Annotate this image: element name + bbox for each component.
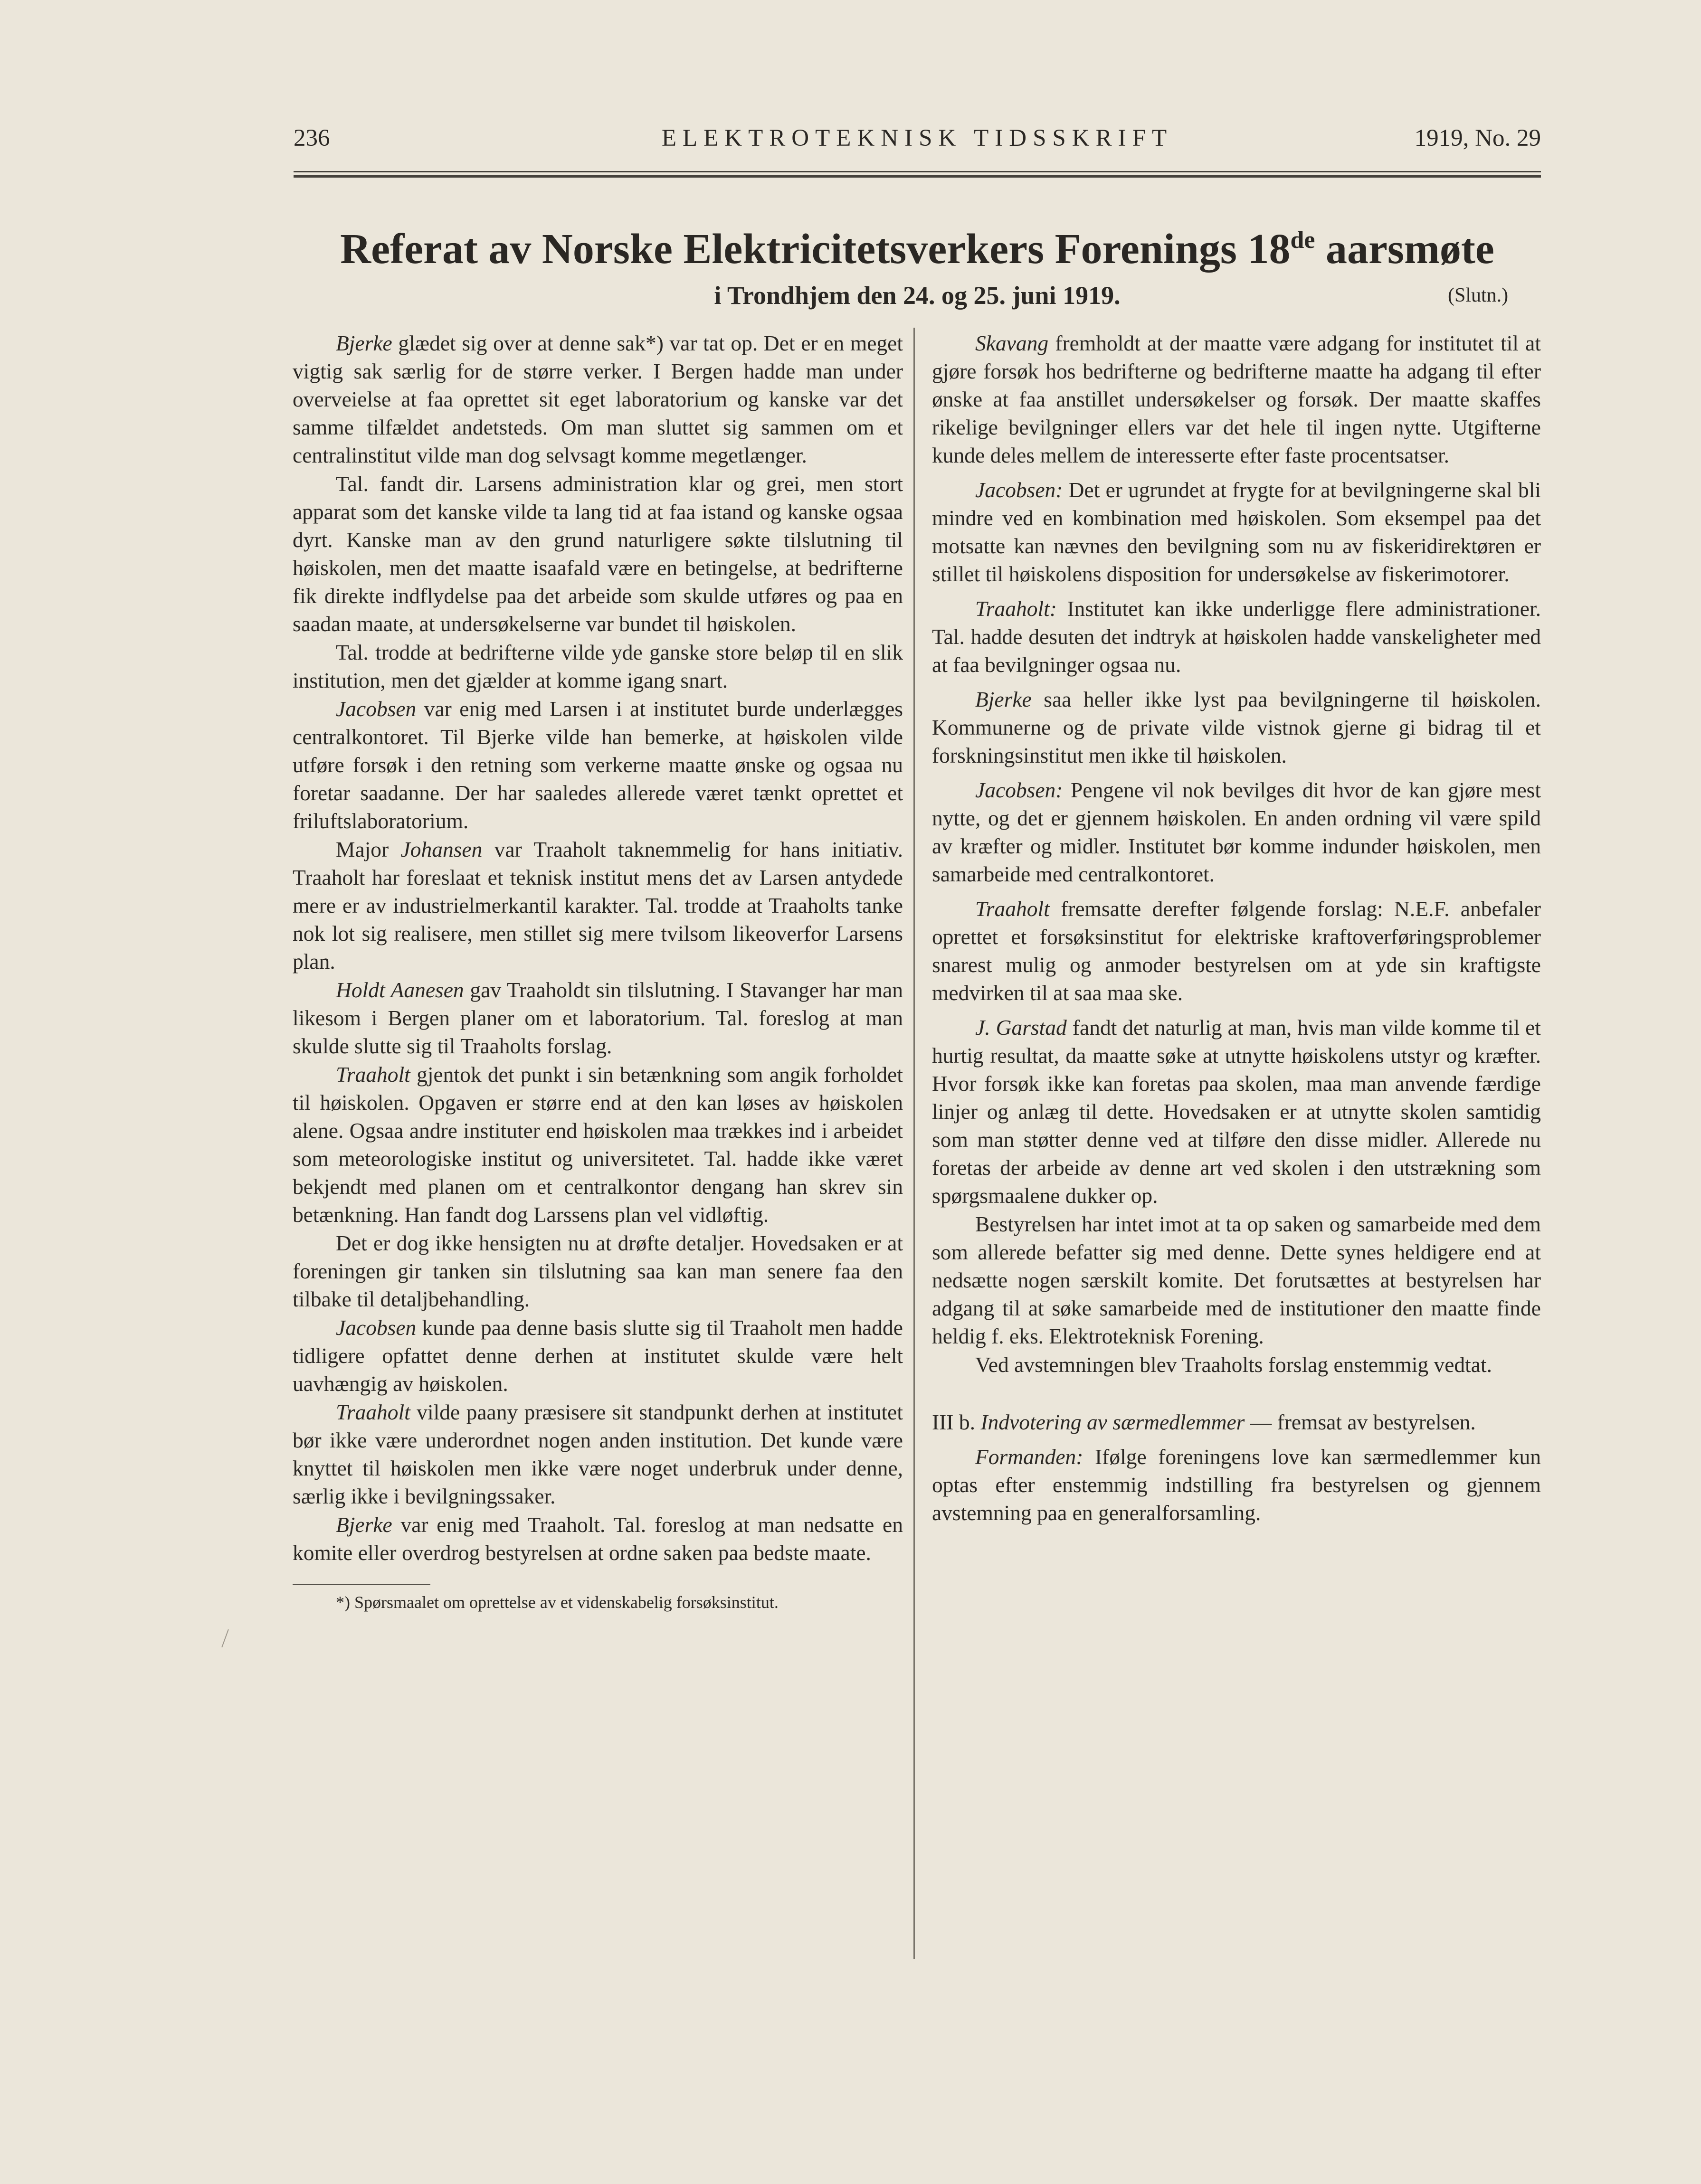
header-rule-thin (294, 171, 1541, 172)
paragraph (932, 1443, 1541, 1527)
speaker-name: Bjerke (336, 331, 392, 355)
paragraph-text: glædet sig over at denne sak*) var tat op. Det er en meget vigtig sak særlig for de større verker. I Bergen hadde man under overveielse at faa oprettet sit eget laboratorium og kanske var det samme tilfældet andetsteds. Om man sluttet sig sammen om et centralinstitut vilde man dog selvsagt komme megetlænger. (293, 331, 903, 467)
paragraph-text: Tal. fandt dir. Larsens administration klar og grei, men stort apparat som det kanske vilde ta lang tid at faa istand og kanske ogsaa dyrt. Kanske man av den grund naturligere søkte tilslutning til høiskolen, men det maatte isaafald være en betingelse, at bedrifterne fik direkte indflydelse paa det arbeide som skulde utføres og paa en saadan maate, at undersøkelserne var bundet til høiskolen. (293, 472, 903, 636)
paragraph (293, 329, 903, 469)
title-main: Referat av Norske Elektricitetsverkers Forenings 18 (340, 226, 1291, 273)
speaker-name: Jacobsen (336, 1315, 417, 1340)
paragraph (293, 1314, 903, 1398)
speaker-name: Bjerke (975, 687, 1032, 711)
paragraph-text: kunde paa denne basis slutte sig til Traaholt men hadde tidligere opfattet denne derhen at institutet skulde være helt uavhængig av høiskolen. (293, 1315, 903, 1396)
title-superscript: de (1290, 227, 1315, 254)
paragraph (932, 1013, 1541, 1210)
section-text: — fremsat av bestyrelsen. (1245, 1410, 1476, 1434)
speaker-name: Jacobsen: (975, 778, 1063, 802)
paragraph-text: Ved avstemningen blev Traaholts forslag enstemmig vedtat. (975, 1352, 1492, 1377)
footnote: *) Spørsmaalet om oprettelse av et videnskabelig forsøksinstitut. (336, 1593, 779, 1612)
paragraph-text: Ifølge foreningens love kan særmedlemmer kun optas efter enstemmig indstilling fra bestyrelsen og gjennem avstemning paa en generalforsamling. (932, 1445, 1541, 1525)
paragraph (293, 835, 903, 975)
speaker-name: Traaholt (336, 1400, 410, 1424)
article-subtitle: i Trondhjem den 24. og 25. juni 1919. (714, 281, 1121, 310)
paragraph-text: fandt det naturlig at man, hvis man vilde komme til et hurtig resultat, da maatte søke at utnytte høiskolens utstyr og kræfter. Hvor forsøk ikke kan foretas paa skolen, maa man anvende færdige linjer og anlæg til dette. Hovedsaken er at utnytte skolen samtidig som man støtter denne ved at tilføre den disse midler. Allerede nu foretas der arbeide av denne art ved skolen i den utstrækning som spørgsmaalene dukker op. (932, 1015, 1541, 1208)
margin-pencil-mark (221, 1629, 229, 1647)
speaker-name: Jacobsen: (975, 478, 1063, 502)
paragraph (932, 685, 1541, 769)
continued-note: (Slutn.) (1448, 284, 1509, 306)
speaker-name: Formanden: (975, 1445, 1083, 1469)
paragraph-text: saa heller ikke lyst paa bevilgningerne til høiskolen. Kommunerne og de private vilde vistnok gjerne gi bidrag til et forskningsinstitut men ikke til høiskolen. (932, 687, 1541, 767)
paragraph (293, 638, 903, 694)
paragraph (293, 1060, 903, 1229)
paragraph-text: Pengene vil nok bevilges dit hvor de kan gjøre mest nytte, og det er gjennem høiskolen. En anden ordning vil være spild av kræfter og midler. Institutet bør komme indunder høiskolen, men samarbeide med centralkontoret. (932, 778, 1541, 886)
paragraph-text: Tal. trodde at bedrifterne vilde yde ganske store beløp til en slik institution, men det gjælder at komme igang snart. (293, 640, 903, 692)
paragraph-text: vilde paany præsisere sit standpunkt derhen at institutet bør ikke være underordnet nogen anden institution. Det kunde være knyttet til høiskolen men ikke være noget underbruk under denne, særlig ikke i bevilgningssaker. (293, 1400, 903, 1508)
speaker-name: J. Garstad (975, 1015, 1067, 1040)
paragraph-text: gav Traaholdt sin tilslutning. I Stavanger har man likesom i Bergen planer om et laboratorium. Tal. foreslog at man skulde slutte sig til Traaholts forslag. (293, 978, 903, 1058)
speaker-prefix: Major (336, 837, 401, 861)
speaker-name: Jacobsen (336, 697, 417, 721)
left-column (293, 329, 903, 1613)
paragraph (293, 976, 903, 1060)
paragraph-text: gjentok det punkt i sin betænkning som angik forholdet til høiskolen. Opgaven er større end at den kan løses av høiskolen alene. Ogsaa andre instituter end høiskolen maa trækkes ind i arbeidet som meteorologiske institut og universitetet. Tal. hadde ikke været bekjendt med planen om et centralkontor dengang han skrev sin betænkning. Han fandt dog Larssens plan vel vidløftig. (293, 1062, 903, 1227)
paragraph (932, 595, 1541, 679)
paragraph-text: Bestyrelsen har intet imot at ta op saken og samarbeide med dem som allerede befatter sig med denne. Dette synes heldigere end at nedsætte nogen særskilt komite. Det forutsættes at bestyrelsen har adgang til at søke samarbeide med de institutioner den maatte finde heldig f. eks. Elektroteknisk Forening. (932, 1212, 1541, 1348)
section-title: Indvotering av særmedlemmer (980, 1410, 1245, 1434)
article-title (285, 223, 1549, 275)
speaker-name: Johansen (400, 837, 483, 861)
paragraph (932, 1210, 1541, 1350)
section-heading (932, 1408, 1541, 1436)
paragraph (293, 695, 903, 835)
paragraph (932, 329, 1541, 469)
paragraph-text: Det er dog ikke hensigten nu at drøfte detaljer. Hovedsaken er at foreningen gir tanken sin tilslutning saa kan man senere faa den tilbake til detaljbehandling. (293, 1231, 903, 1311)
paragraph (932, 476, 1541, 588)
speaker-name: Traaholt (975, 897, 1050, 921)
issue-label: 1919, No. 29 (1414, 125, 1541, 151)
paragraph (293, 1398, 903, 1510)
paragraph (293, 1229, 903, 1313)
right-column (932, 329, 1541, 1527)
column-divider (913, 328, 915, 1959)
paragraph-text: fremholdt at der maatte være adgang for institutet til at gjøre forsøk hos bedrifterne og bedrifterne maatte ha adgang til efter ønske at faa anstillet undersøkelser og forsøk. Der maatte skaffes rikelige bevilgninger ellers var det hele til ingen nytte. Utgifterne kunde deles mellem de interesserte efter faste procentsatser. (932, 331, 1541, 467)
header-rule-thick (294, 175, 1541, 178)
running-header (294, 124, 1541, 153)
title-tail: aarsmøte (1315, 226, 1494, 273)
speaker-name: Traaholt (336, 1062, 410, 1087)
paragraph (932, 776, 1541, 888)
paragraph-text: fremsatte derefter følgende forslag: N.E.F. anbefaler oprettet et forsøksinstitut for elektriske kraftoverføringsproblemer snarest mulig og anmoder bestyrelsen om at yde sin kraftigste medvirken til at saa maa ske. (932, 897, 1541, 1005)
journal-name: ELEKTROTEKNISK TIDSSKRIFT (661, 125, 1173, 151)
speaker-name: Traaholt: (975, 596, 1057, 621)
speaker-name: Bjerke (336, 1513, 392, 1537)
paragraph-text: Institutet kan ikke underligge flere administrationer. Tal. hadde desuten det indtryk at høiskolen hadde vanskeligheter med at faa bevilgninger ogsaa nu. (932, 596, 1541, 677)
paragraph (293, 1511, 903, 1567)
paragraph (293, 470, 903, 638)
speaker-name: Skavang (975, 331, 1049, 355)
paragraph-text: var enig med Traaholt. Tal. foreslog at man nedsatte en komite eller overdrog bestyrelsen at ordne saken paa bedste maate. (293, 1513, 903, 1565)
paragraph (932, 1351, 1541, 1379)
section-number: III b. (932, 1410, 975, 1434)
paragraph-text: Det er ugrundet at frygte for at bevilgningerne skal bli mindre ved en kombination med høiskolen. Som eksempel paa det motsatte kan nævnes den bevilgning som nu av fiskeridirektøren er stillet til høiskolens disposition for undersøkelse av fiskerimotorer. (932, 478, 1541, 586)
paragraph-text: var Traaholt taknemmelig for hans initiativ. Traaholt har foreslaat et teknisk institut mens det av Larsen antydede mere er av industrielmerkantil karakter. Tal. trodde at Traaholts tanke nok lot sig realisere, men stillet sig mere tvilsom likeoverfor Larsens plan. (293, 837, 903, 974)
paragraph (932, 895, 1541, 1007)
paragraph-text: var enig med Larsen i at institutet burde underlægges centralkontoret. Til Bjerke vilde han bemerke, at høiskolen vilde utføre forsøk i den retning som verkerne maatte ønske og ogsaa nu foretar saadanne. Der har saaledes allerede været tænkt oprettet et friluftslaboratorium. (293, 697, 903, 833)
speaker-name: Holdt Aanesen (336, 978, 464, 1002)
footnote-rule (293, 1584, 430, 1585)
page-number: 236 (294, 125, 330, 151)
